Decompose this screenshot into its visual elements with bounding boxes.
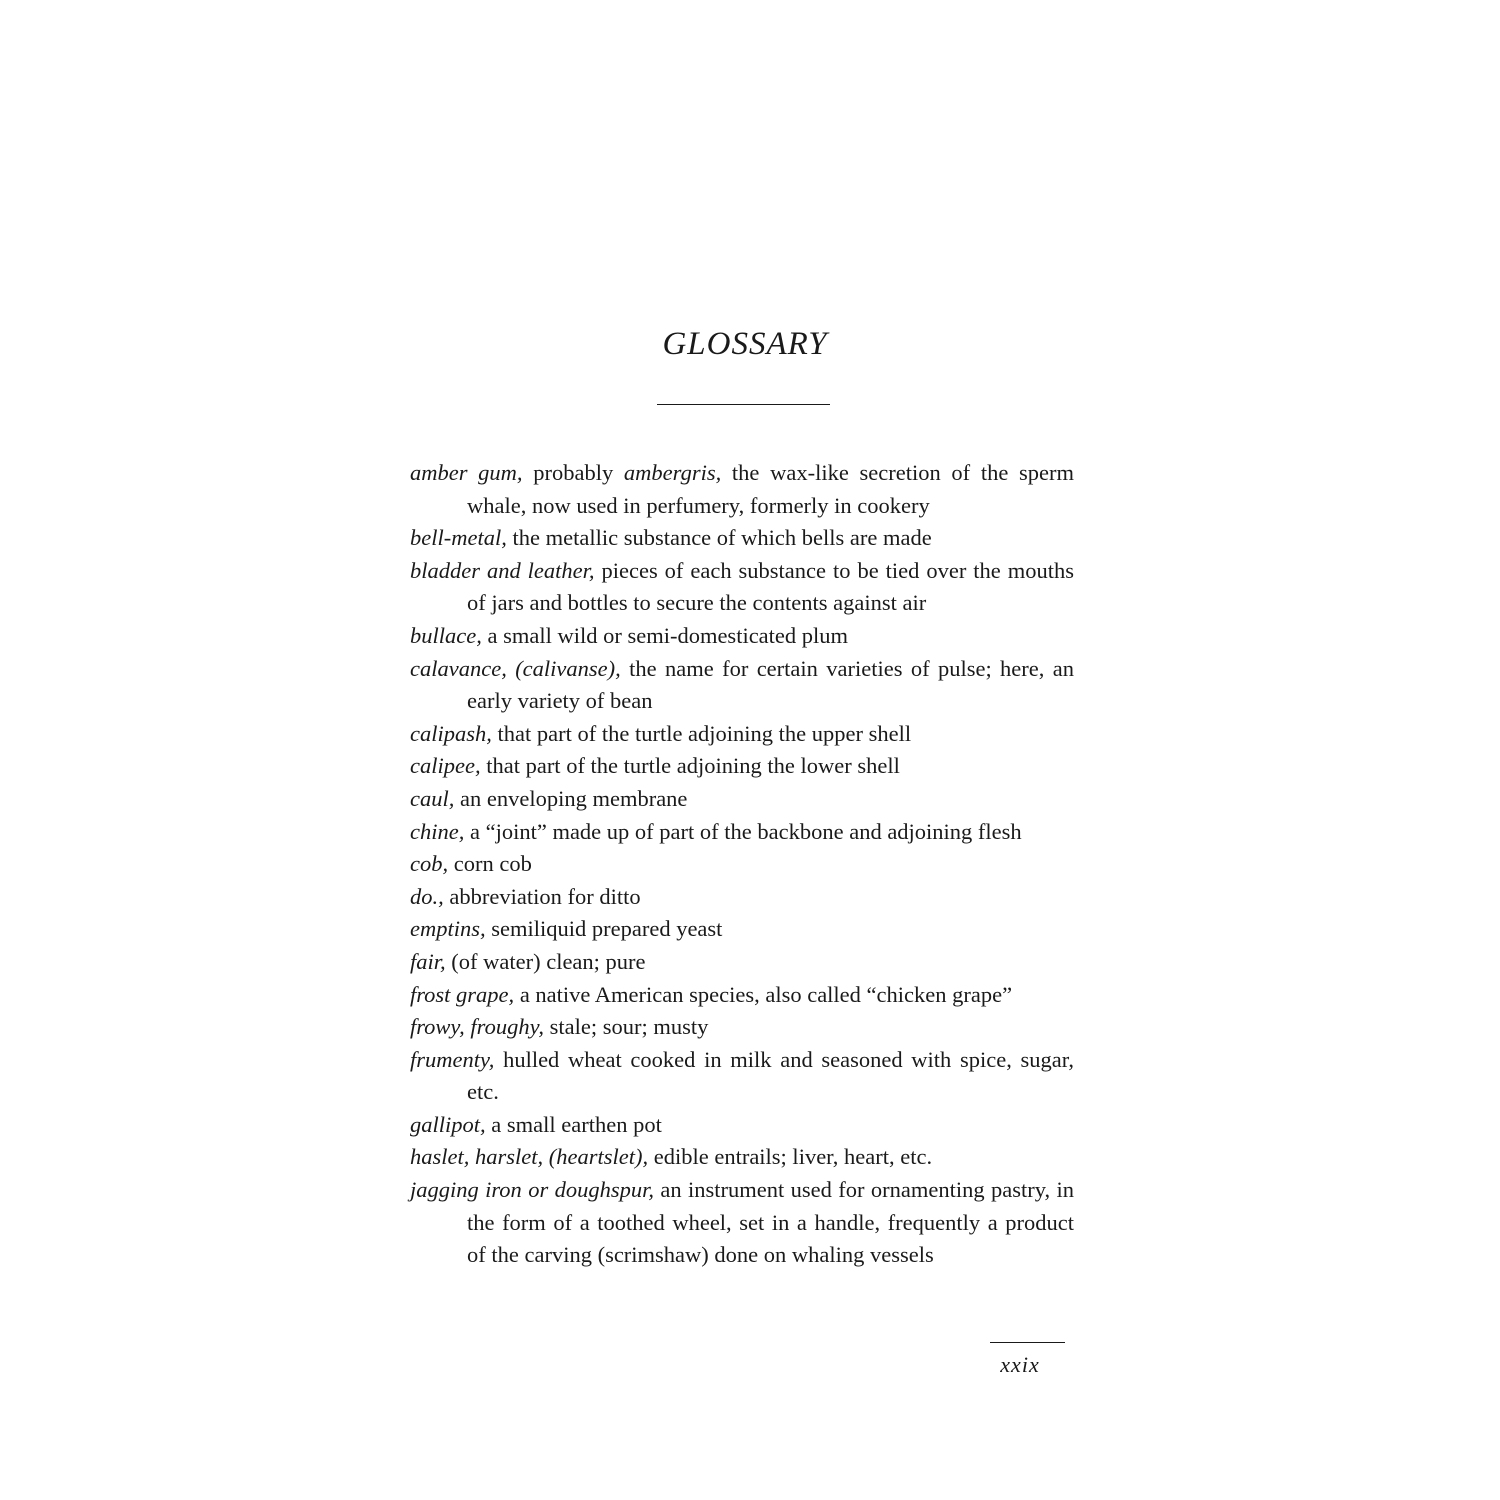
glossary-entry — [410, 1141, 1074, 1174]
page-title: GLOSSARY — [662, 326, 828, 362]
title-divider — [657, 404, 830, 405]
glossary-term: do., — [410, 883, 444, 909]
glossary-definition: the name for certain varieties of pulse; here, an early variety of bean — [467, 655, 1075, 714]
glossary-term: ambergris, — [623, 460, 722, 485]
glossary-list — [410, 457, 1074, 1272]
glossary-entry — [410, 1109, 1074, 1142]
glossary-definition: a “joint” made up of part of the backbone and adjoining flesh — [464, 818, 1022, 844]
glossary-term: gallipot, — [410, 1111, 486, 1137]
page-number-divider — [990, 1342, 1065, 1343]
glossary-definition: edible entrails; liver, heart, etc. — [648, 1144, 933, 1170]
glossary-definition: semiliquid prepared yeast — [485, 916, 723, 942]
glossary-definition: the metallic substance of which bells are made — [506, 525, 932, 551]
glossary-definition: a native American species, also called “chicken grape” — [514, 981, 1013, 1007]
glossary-definition: a small wild or semi-domesticated plum — [481, 622, 849, 648]
glossary-definition: that part of the turtle adjoining the upper shell — [491, 720, 912, 746]
glossary-term: jagging iron or doughspur, — [410, 1177, 654, 1203]
glossary-entry — [410, 750, 1074, 783]
glossary-definition: that part of the turtle adjoining the lower shell — [480, 753, 900, 779]
glossary-entry — [410, 620, 1074, 653]
glossary-entry — [410, 946, 1074, 979]
glossary-term: frumenty, — [410, 1046, 495, 1072]
glossary-definition: stale; sour; musty — [543, 1014, 709, 1040]
glossary-term: fair, — [410, 948, 446, 974]
glossary-entry — [410, 881, 1074, 914]
glossary-term: bullace, — [410, 622, 482, 648]
glossary-entry — [410, 555, 1074, 620]
glossary-entry — [410, 522, 1074, 555]
glossary-definition: hulled wheat cooked in milk and seasoned with spice, sugar, etc. — [467, 1046, 1074, 1105]
glossary-entry — [410, 653, 1074, 718]
glossary-term: frowy, froughy, — [410, 1014, 544, 1040]
glossary-entry — [410, 457, 1074, 522]
glossary-entry — [410, 783, 1074, 816]
glossary-definition: a small earthen pot — [485, 1111, 662, 1137]
glossary-term: bladder and leather, — [410, 557, 595, 583]
glossary-definition: an enveloping membrane — [454, 785, 688, 811]
glossary-term: bell-metal, — [410, 525, 507, 551]
glossary-definition: an instrument used for ornamenting pastry, in the form of a toothed wheel, set in a handle, frequently a product of the carving (scrimshaw) done on whaling vessels — [467, 1177, 1075, 1268]
glossary-entry — [410, 718, 1074, 751]
glossary-definition: the wax-like secretion of the sperm whale, now used in perfumery, formerly in cookery — [467, 460, 1074, 518]
glossary-definition: probably — [522, 460, 624, 485]
glossary-definition: abbreviation for ditto — [443, 883, 641, 909]
glossary-term: calipee, — [410, 753, 481, 779]
glossary-definition: pieces of each substance to be tied over the mouths of jars and bottles to secure the contents against air — [467, 557, 1074, 616]
glossary-entry — [410, 816, 1074, 849]
glossary-term: cob, — [410, 851, 449, 877]
glossary-term: haslet, harslet, (heartslet), — [410, 1144, 649, 1170]
glossary-entry — [410, 1011, 1074, 1044]
glossary-entry — [410, 1044, 1074, 1109]
glossary-definition: corn cob — [448, 851, 532, 877]
glossary-definition: (of water) clean; pure — [445, 948, 646, 974]
glossary-term: frost grape, — [410, 981, 515, 1007]
glossary-term: caul, — [410, 785, 455, 811]
glossary-entry — [410, 913, 1074, 946]
glossary-term: calavance, (calivanse), — [410, 655, 621, 681]
glossary-term: amber gum, — [410, 460, 523, 485]
glossary-term: emptins, — [410, 916, 486, 942]
glossary-entry — [410, 1174, 1074, 1272]
glossary-term: chine, — [410, 818, 465, 844]
glossary-entry — [410, 848, 1074, 881]
glossary-entry — [410, 979, 1074, 1012]
page-number: xxix — [1000, 1352, 1040, 1377]
glossary-term: calipash, — [410, 720, 492, 746]
